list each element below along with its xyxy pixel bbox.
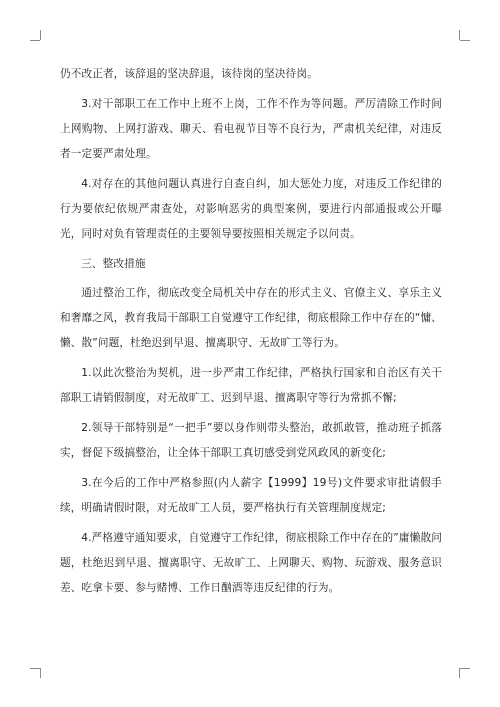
crop-mark-bottom-left-v [40, 668, 41, 678]
paragraph-item-3: 3.对干部职工在工作中上班不上岗，工作不作为等问题。严厉清除工作时间上网购物、上网打游戏、聊天、看电视节目等不良行为，严肃机关纪律，对违反者一定要严肃处理。 [60, 98, 442, 160]
crop-mark-top-right-v [459, 30, 460, 40]
paragraph-intro-measures: 通过整治工作，彻底改变全局机关中存在的形式主义、官僚主义、享乐主义和奢靡之风，教育我局干部职工自觉遵守工作纪律，彻底根除工作中存在的“慵、懒、散”问题，杜绝迟到早退、擅离职守、无故旷工等行为。 [60, 287, 442, 349]
document-body [60, 62, 442, 606]
crop-mark-bottom-left-h [30, 668, 40, 669]
paragraph-measure-2: 2.领导干部特别是“一把手”要以身作则带头整治，敢抓敢管，推动班子抓落实，督促下级搞整治，让全体干部职工真切感受到党风政风的新变化; [60, 422, 442, 459]
section-heading-measures: 三、整改措施 [81, 258, 146, 270]
paragraph-continuation: 仍不改正者，该辞退的坚决辞退，该待岗的坚决待岗。 [60, 68, 318, 80]
crop-mark-top-left-h [30, 40, 40, 41]
crop-mark-top-right-h [460, 40, 470, 41]
crop-mark-bottom-right-v [459, 668, 460, 678]
crop-mark-top-left-v [40, 30, 41, 40]
crop-mark-bottom-right-h [460, 668, 470, 669]
paragraph-measure-4: 4.严格遵守通知要求，自觉遵守工作纪律，彻底根除工作中存在的”庸懒散问题，杜绝迟到早退、擅离职守、无故旷工、上网聊天、购物、玩游戏、服务意识差、吃拿卡要、参与赌博、工作日酗酒等违反纪律的行为。 [60, 532, 442, 594]
paragraph-measure-3: 3.在今后的工作中严格参照(内人薪字【1999】19号)文件要求审批请假手续，明确请假时限，对无故旷工人员，要严格执行有关管理制度规定; [60, 477, 442, 514]
paragraph-item-4: 4.对存在的其他问题认真进行自查自纠，加大惩处力度，对违反工作纪律的行为要依纪依规严肃查处，对影响恶劣的典型案例，要进行内部通报或公开曝光，同时对负有管理责任的主要领导要按照相关规定予以问责。 [60, 178, 442, 240]
paragraph-measure-1: 1.以此次整治为契机，进一步严肃工作纪律，严格执行国家和自治区有关干部职工请销假制度，对无故旷工、迟到早退、擅离职守等行为常抓不懈; [60, 367, 442, 404]
